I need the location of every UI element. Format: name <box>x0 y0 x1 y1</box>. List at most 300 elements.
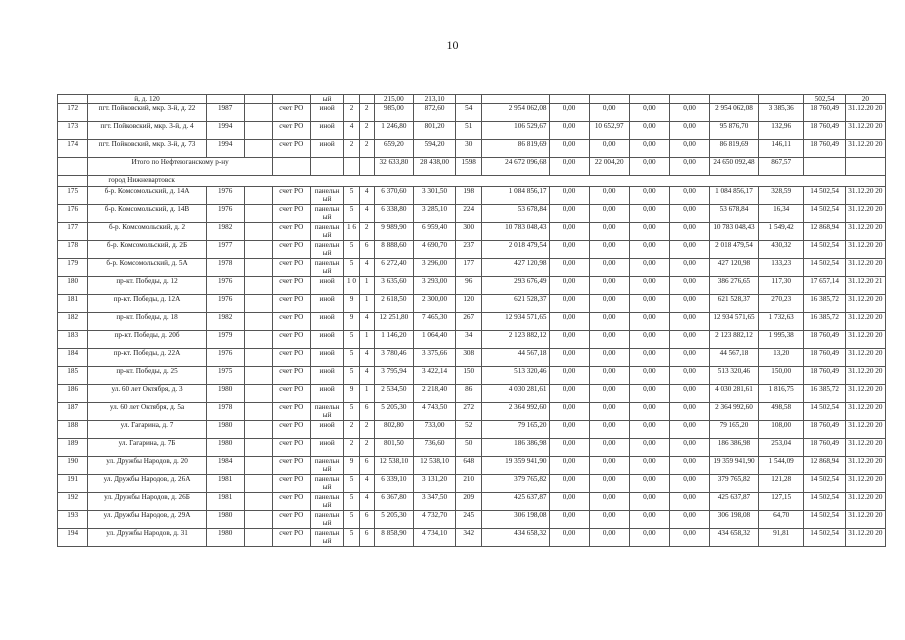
table-cell: 14 502,54 <box>804 241 845 259</box>
table-cell: 0,00 <box>669 421 709 439</box>
table-cell: 0,00 <box>549 493 589 511</box>
table-cell: 2 123 882,12 <box>710 331 759 349</box>
table-cell: 18 760,49 <box>804 439 845 457</box>
table-cell: 31.12.20 20 <box>845 403 885 421</box>
table-cell: 19 359 941,90 <box>482 457 549 475</box>
table-cell: ул. Дружбы Народов, д. 26А <box>88 475 206 493</box>
table-cell: 0,00 <box>629 122 669 140</box>
table-cell <box>206 95 244 104</box>
table-cell: 0,00 <box>669 158 709 176</box>
table-cell: 31.12.20 20 <box>845 439 885 457</box>
table-cell: б-р. Комсомольский, д. 14В <box>88 205 206 223</box>
table-cell: панельн ый <box>310 205 344 223</box>
table-cell: 12 868,94 <box>804 223 845 241</box>
table-cell <box>244 421 272 439</box>
table-cell: 14 502,54 <box>804 475 845 493</box>
table-cell: 173 <box>58 122 88 140</box>
table-cell: 0,00 <box>589 367 629 385</box>
table-cell: 2 <box>359 140 374 158</box>
table-cell: иной <box>310 349 344 367</box>
table-row <box>58 349 886 367</box>
table-cell: 3 780,46 <box>374 349 413 367</box>
table-cell <box>244 241 272 259</box>
table-cell: 5 <box>344 529 359 547</box>
table-row <box>58 223 886 241</box>
table-cell: 1980 <box>206 421 244 439</box>
table-cell: 0,00 <box>669 241 709 259</box>
table-cell: счет РО <box>272 439 310 457</box>
table-cell: 513 320,46 <box>482 367 549 385</box>
table-cell: 0,00 <box>669 385 709 403</box>
table-cell: 182 <box>58 313 88 331</box>
table-cell: 31.12.20 20 <box>845 367 885 385</box>
table-cell <box>244 439 272 457</box>
table-cell: счет РО <box>272 205 310 223</box>
table-cell: счет РО <box>272 385 310 403</box>
table-cell: 0,00 <box>589 421 629 439</box>
table-cell: 5 <box>344 367 359 385</box>
table-cell: 498,58 <box>758 403 804 421</box>
table-cell: панельн ый <box>310 493 344 511</box>
table-cell <box>344 158 359 176</box>
table-cell: 0,00 <box>669 511 709 529</box>
table-cell: 16 385,72 <box>804 313 845 331</box>
table-cell <box>244 140 272 158</box>
table-cell: 5 <box>344 241 359 259</box>
table-cell: 96 <box>456 277 482 295</box>
table-cell: 0,00 <box>629 331 669 349</box>
table-cell: 3 422,14 <box>413 367 455 385</box>
table-cell: счет РО <box>272 403 310 421</box>
table-cell: счет РО <box>272 241 310 259</box>
table-cell: 0,00 <box>549 349 589 367</box>
table-cell: 181 <box>58 295 88 313</box>
table-cell: 193 <box>58 511 88 529</box>
table-cell: 2 123 882,12 <box>482 331 549 349</box>
table-cell: 0,00 <box>549 457 589 475</box>
table-cell: 14 502,54 <box>804 205 845 223</box>
table-cell: иной <box>310 385 344 403</box>
table-cell: 0,00 <box>629 529 669 547</box>
table-cell: 2 218,40 <box>413 385 455 403</box>
table-cell: 0,00 <box>549 259 589 277</box>
table-cell: панельн ый <box>310 529 344 547</box>
table-cell: 1976 <box>206 295 244 313</box>
table-cell <box>244 403 272 421</box>
table-cell <box>482 95 549 104</box>
table-cell: 31.12.20 20 <box>845 223 885 241</box>
table-cell: 0,00 <box>589 223 629 241</box>
table-cell <box>845 158 885 176</box>
table-cell: 198 <box>456 187 482 205</box>
table-cell: 19 359 941,90 <box>710 457 759 475</box>
table-cell: счет РО <box>272 493 310 511</box>
table-cell: 0,00 <box>589 104 629 122</box>
table-cell <box>359 158 374 176</box>
table-cell: 31.12.20 20 <box>845 349 885 367</box>
table-cell: б-р. Комсомольский, д. 14А <box>88 187 206 205</box>
table-cell: 32 633,80 <box>374 158 413 176</box>
table-cell: 513 320,46 <box>710 367 759 385</box>
table-row <box>58 475 886 493</box>
table-cell: 20 <box>845 95 885 104</box>
table-cell <box>244 295 272 313</box>
city-heading: город Нижневартовск <box>88 176 886 187</box>
table-cell: 1 <box>359 385 374 403</box>
table-cell: 5 <box>344 259 359 277</box>
table-cell: пр-кт. Победы, д. 20б <box>88 331 206 349</box>
table-cell: Итого по Нефтеюганскому р-ну <box>88 158 272 176</box>
table-cell: 0,00 <box>589 439 629 457</box>
table-cell <box>244 493 272 511</box>
table-cell: 0,00 <box>589 349 629 367</box>
table-cell: 306 198,08 <box>482 511 549 529</box>
table-cell: 434 658,32 <box>710 529 759 547</box>
table-cell: 0,00 <box>629 223 669 241</box>
table-cell <box>310 158 344 176</box>
table-cell: 1 816,75 <box>758 385 804 403</box>
table-cell: 0,00 <box>669 349 709 367</box>
table-cell <box>629 95 669 104</box>
table-cell: 0,00 <box>589 277 629 295</box>
table-cell: 2 364 992,60 <box>710 403 759 421</box>
table-cell: панельн ый <box>310 241 344 259</box>
table-cell: 1 064,40 <box>413 331 455 349</box>
table-cell: 0,00 <box>549 403 589 421</box>
table-cell: 17 657,14 <box>804 277 845 295</box>
table-cell: 31.12.20 20 <box>845 259 885 277</box>
table-cell: 8 888,60 <box>374 241 413 259</box>
table-cell: ый <box>310 95 344 104</box>
table-cell: 178 <box>58 241 88 259</box>
table-cell: 430,32 <box>758 241 804 259</box>
table-cell: 1 6 <box>344 223 359 241</box>
table-cell: 2 364 992,60 <box>482 403 549 421</box>
table-cell: иной <box>310 421 344 439</box>
table-cell <box>244 187 272 205</box>
table-cell: 31.12.20 20 <box>845 104 885 122</box>
table-cell: счет РО <box>272 511 310 529</box>
table-cell: 2 <box>359 421 374 439</box>
table-cell: 0,00 <box>589 331 629 349</box>
table-cell: 3 375,66 <box>413 349 455 367</box>
table-cell: иной <box>310 122 344 140</box>
table-cell <box>804 158 845 176</box>
table-cell: 0,00 <box>589 475 629 493</box>
table-cell: 1977 <box>206 241 244 259</box>
table-cell: 425 637,87 <box>710 493 759 511</box>
table-cell: 9 <box>344 313 359 331</box>
table-row <box>58 122 886 140</box>
table-cell: 184 <box>58 349 88 367</box>
table-cell: 176 <box>58 205 88 223</box>
table-cell: иной <box>310 439 344 457</box>
table-row <box>58 187 886 205</box>
page-number: 10 <box>446 38 459 52</box>
table-cell: 12 538,10 <box>413 457 455 475</box>
table-cell: 31.12.20 20 <box>845 295 885 313</box>
table-cell: 733,00 <box>413 421 455 439</box>
table-cell: 31.12.20 20 <box>845 457 885 475</box>
table-cell: 0,00 <box>589 313 629 331</box>
table-cell: 0,00 <box>589 403 629 421</box>
table-cell: 1 0 <box>344 277 359 295</box>
table-cell: 120 <box>456 295 482 313</box>
table-cell: 1979 <box>206 331 244 349</box>
table-cell: 1982 <box>206 223 244 241</box>
table-cell: 0,00 <box>669 331 709 349</box>
table-cell: пр-кт. Победы, д. 18 <box>88 313 206 331</box>
table-cell: 179 <box>58 259 88 277</box>
table-cell: 146,11 <box>758 140 804 158</box>
table-cell: панельн ый <box>310 475 344 493</box>
table-cell <box>344 95 359 104</box>
city-heading-row <box>58 176 886 187</box>
table-cell: 621 528,37 <box>710 295 759 313</box>
table-cell: 24 650 092,48 <box>710 158 759 176</box>
table-cell: 1976 <box>206 205 244 223</box>
table-cell: 0,00 <box>549 158 589 176</box>
table-cell: 44 567,18 <box>710 349 759 367</box>
table-cell: 0,00 <box>669 223 709 241</box>
table-row <box>58 529 886 547</box>
table-cell: иной <box>310 295 344 313</box>
table-row <box>58 385 886 403</box>
table-cell: 12 538,10 <box>374 457 413 475</box>
table-cell: 3 385,36 <box>758 104 804 122</box>
table-cell: 213,10 <box>413 95 455 104</box>
table-cell: 2 018 479,54 <box>482 241 549 259</box>
table-cell: 7 465,30 <box>413 313 455 331</box>
table-cell: 1 <box>359 295 374 313</box>
table-cell: счет РО <box>272 475 310 493</box>
table-cell: 0,00 <box>669 205 709 223</box>
table-cell: 5 205,30 <box>374 403 413 421</box>
table-cell: 0,00 <box>589 493 629 511</box>
table-cell <box>456 95 482 104</box>
table-cell: 6 338,80 <box>374 205 413 223</box>
table-cell <box>758 95 804 104</box>
table-cell: 2 <box>344 104 359 122</box>
table-cell: 0,00 <box>549 277 589 295</box>
table-cell: 31.12.20 20 <box>845 140 885 158</box>
table-cell: 0,00 <box>549 421 589 439</box>
table-cell: 502,54 <box>804 95 845 104</box>
table-cell: 9 <box>344 457 359 475</box>
table-cell: 4 732,70 <box>413 511 455 529</box>
table-cell: ул. Дружбы Народов, д. 20 <box>88 457 206 475</box>
table-cell: 0,00 <box>629 457 669 475</box>
table-cell: 2 <box>344 439 359 457</box>
table-cell: 79 165,20 <box>710 421 759 439</box>
table-cell: 872,60 <box>413 104 455 122</box>
table-cell: 3 293,00 <box>413 277 455 295</box>
table-cell: 985,00 <box>374 104 413 122</box>
table-cell: 150 <box>456 367 482 385</box>
table-cell: 425 637,87 <box>482 493 549 511</box>
table-cell: 2 <box>344 140 359 158</box>
table-cell <box>244 205 272 223</box>
table-cell: 1980 <box>206 529 244 547</box>
table-cell: иной <box>310 313 344 331</box>
table-cell: 0,00 <box>549 122 589 140</box>
table-row <box>58 367 886 385</box>
table-cell: 12 934 571,65 <box>710 313 759 331</box>
table-cell: 0,00 <box>669 529 709 547</box>
table-cell: 4 030 281,61 <box>482 385 549 403</box>
table-cell: 6 339,10 <box>374 475 413 493</box>
table-cell: 6 959,40 <box>413 223 455 241</box>
table-cell: 306 198,08 <box>710 511 759 529</box>
table-cell: 0,00 <box>669 122 709 140</box>
table-cell: 594,20 <box>413 140 455 158</box>
table-cell <box>669 95 709 104</box>
table-cell: 4 734,10 <box>413 529 455 547</box>
table-cell: 0,00 <box>669 457 709 475</box>
table-cell: счет РО <box>272 295 310 313</box>
table-cell <box>244 349 272 367</box>
table-cell: ул. 60 лет Октября, д. 5а <box>88 403 206 421</box>
table-cell: 14 502,54 <box>804 511 845 529</box>
table-cell: 379 765,82 <box>482 475 549 493</box>
table-cell: 8 858,90 <box>374 529 413 547</box>
table-cell: 177 <box>456 259 482 277</box>
table-cell: 1 <box>359 331 374 349</box>
subtotal-row <box>58 158 886 176</box>
table-cell: иной <box>310 331 344 349</box>
table-cell: панельн ый <box>310 403 344 421</box>
table-cell: панельн ый <box>310 457 344 475</box>
table-cell: 0,00 <box>549 331 589 349</box>
table-cell: 2 <box>359 122 374 140</box>
table-cell: 31.12.20 20 <box>845 421 885 439</box>
table-row <box>58 403 886 421</box>
table-cell: 108,00 <box>758 421 804 439</box>
table-cell: 0,00 <box>629 385 669 403</box>
table-cell: 5 <box>344 205 359 223</box>
table-cell: б-р. Комсомольский, д. 5А <box>88 259 206 277</box>
table-row <box>58 313 886 331</box>
table-cell: 31.12.20 20 <box>845 493 885 511</box>
table-cell: 16 385,72 <box>804 295 845 313</box>
table-cell: 79 165,20 <box>482 421 549 439</box>
table-cell: 64,70 <box>758 511 804 529</box>
table-cell: 4 <box>359 259 374 277</box>
table-cell: 1980 <box>206 511 244 529</box>
table-cell: 12 251,80 <box>374 313 413 331</box>
housing-register-table <box>57 94 886 547</box>
table-cell: 801,20 <box>413 122 455 140</box>
table-cell: 0,00 <box>629 313 669 331</box>
table-cell: 2 954 062,08 <box>710 104 759 122</box>
table-cell: 5 <box>344 331 359 349</box>
table-cell <box>244 511 272 529</box>
table-cell: 31.12.20 20 <box>845 122 885 140</box>
table-cell <box>272 158 310 176</box>
table-cell: 4 <box>359 475 374 493</box>
table-cell: 4 <box>359 367 374 385</box>
table-cell: 3 347,50 <box>413 493 455 511</box>
table-cell: 0,00 <box>589 529 629 547</box>
table-cell: счет РО <box>272 259 310 277</box>
table-cell: 31.12.20 20 <box>845 475 885 493</box>
table-cell <box>710 95 759 104</box>
table-cell: й, д. 120 <box>88 95 206 104</box>
table-cell: 3 301,50 <box>413 187 455 205</box>
table-cell: 0,00 <box>549 385 589 403</box>
table-cell: 328,59 <box>758 187 804 205</box>
table-cell: 188 <box>58 421 88 439</box>
table-cell: 0,00 <box>629 295 669 313</box>
table-cell: 31.12.20 20 <box>845 241 885 259</box>
table-cell: панельн ый <box>310 511 344 529</box>
table-cell: 5 <box>344 187 359 205</box>
table-cell: ул. Дружбы Народов, д. 31 <box>88 529 206 547</box>
table-cell: счет РО <box>272 331 310 349</box>
table-cell: 14 502,54 <box>804 259 845 277</box>
table-cell: 736,60 <box>413 439 455 457</box>
table-cell: 172 <box>58 104 88 122</box>
table-cell: 0,00 <box>589 385 629 403</box>
table-cell: 342 <box>456 529 482 547</box>
table-cell: 3 635,60 <box>374 277 413 295</box>
table-cell: 53 678,84 <box>710 205 759 223</box>
table-cell: счет РО <box>272 277 310 295</box>
table-cell: 0,00 <box>669 403 709 421</box>
table-cell: 0,00 <box>549 511 589 529</box>
table-cell <box>589 95 629 104</box>
table-cell: 5 <box>344 511 359 529</box>
table-cell <box>244 331 272 349</box>
table-cell: 106 529,67 <box>482 122 549 140</box>
table-cell: 2 <box>359 223 374 241</box>
table-cell: 308 <box>456 349 482 367</box>
table-cell: 127,15 <box>758 493 804 511</box>
table-cell: 18 760,49 <box>804 331 845 349</box>
table-cell: 30 <box>456 140 482 158</box>
table-cell: 51 <box>456 122 482 140</box>
table-cell: 2 <box>344 421 359 439</box>
table-cell: 1 549,42 <box>758 223 804 241</box>
table-cell: 1 <box>359 277 374 295</box>
table-cell: счет РО <box>272 457 310 475</box>
table-cell: 0,00 <box>629 493 669 511</box>
table-cell: 659,20 <box>374 140 413 158</box>
table-cell: 5 <box>344 403 359 421</box>
table-cell: 31.12.20 20 <box>845 511 885 529</box>
table-cell: 1980 <box>206 385 244 403</box>
table-cell: 0,00 <box>629 439 669 457</box>
table-cell: 34 <box>456 331 482 349</box>
table-cell: 0,00 <box>669 259 709 277</box>
table-cell: счет РО <box>272 223 310 241</box>
table-cell <box>549 95 589 104</box>
table-cell: 0,00 <box>549 529 589 547</box>
table-cell: 50 <box>456 439 482 457</box>
table-cell: 5 <box>344 475 359 493</box>
table-cell: 0,00 <box>669 493 709 511</box>
table-cell: счет РО <box>272 349 310 367</box>
table-cell: 0,00 <box>669 140 709 158</box>
table-row <box>58 331 886 349</box>
table-cell: 0,00 <box>629 475 669 493</box>
table-cell <box>244 223 272 241</box>
table-cell <box>244 259 272 277</box>
table-cell: 1976 <box>206 349 244 367</box>
table-cell: 31.12.20 20 <box>845 529 885 547</box>
table-cell: 1994 <box>206 140 244 158</box>
table-cell: 86 819,69 <box>482 140 549 158</box>
